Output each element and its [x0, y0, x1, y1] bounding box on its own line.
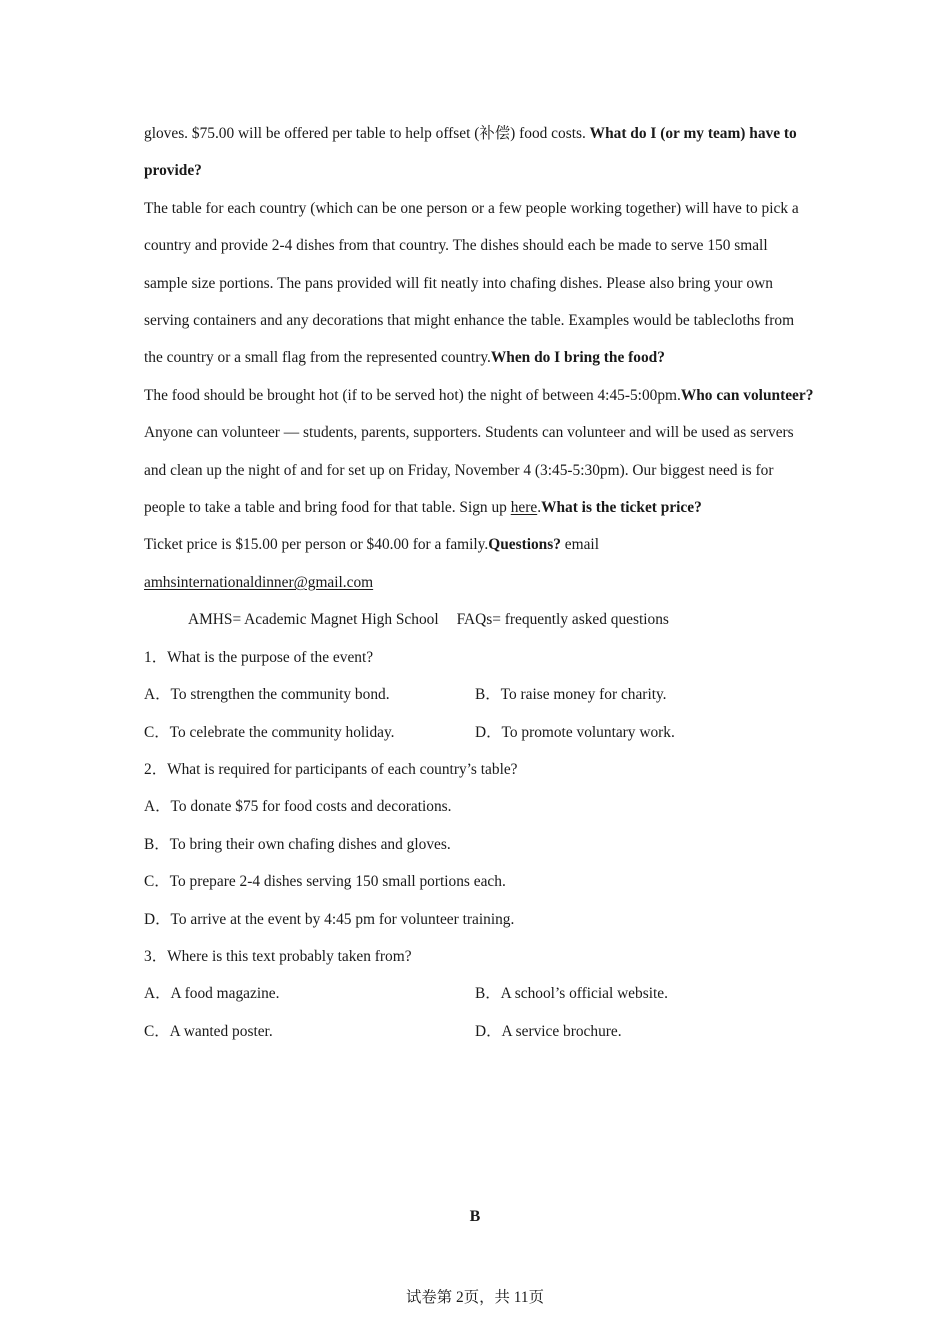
question-2-option-c[interactable]: C．To prepare 2-4 dishes serving 150 small portions each. [144, 873, 506, 891]
passage-paragraph-5 [144, 526, 814, 563]
question-3-option-a[interactable]: A．A food magazine. [144, 985, 280, 1003]
signup-link[interactable]: here [510, 499, 538, 517]
question-2-option-d[interactable]: D．To arrive at the event by 4:45 pm for volunteer training. [144, 910, 515, 928]
faq-heading-bring-food: When do I bring the food? [490, 349, 665, 367]
passage-text: . [537, 499, 542, 517]
question-2-option-a[interactable]: A．To donate $75 for food costs and decorations. [144, 798, 452, 816]
passage-text: Ticket price is $15.00 per person or $40.00 for a family. [144, 536, 489, 554]
question-1-stem: 1．What is the purpose of the event? [144, 648, 374, 666]
page-footer: 试卷第 2页，共 11页 [406, 1289, 544, 1306]
passage-paragraph-4 [144, 414, 814, 526]
passage-paragraph-1 [144, 115, 814, 190]
faq-heading-volunteer: Who can volunteer? [680, 386, 814, 404]
question-1-option-a[interactable]: A．To strengthen the community bond. [144, 686, 390, 704]
question-1-options-row-2 [144, 714, 814, 751]
abbr-faqs: FAQs= frequently asked questions [456, 611, 669, 629]
faq-heading-provide: What do I (or my team) have to provide? [144, 125, 797, 180]
passage-paragraph-3 [144, 377, 814, 414]
question-3-options-row-1 [144, 975, 814, 1012]
passage-paragraph-2 [144, 190, 814, 377]
question-3-stem: 3．Where is this text probably taken from? [144, 947, 412, 965]
question-1-option-b[interactable]: B．To raise money for charity. [475, 686, 667, 704]
question-1-option-d[interactable]: D．To promote voluntary work. [475, 723, 675, 741]
passage-text: The food should be brought hot (if to be served hot) the night of between 4:45-5:00pm. [144, 386, 681, 404]
faq-heading-questions: Questions? [488, 536, 561, 554]
question-1-options-row-1 [144, 676, 814, 713]
question-3-option-d[interactable]: D．A service brochure. [475, 1022, 622, 1040]
section-heading-b: B [469, 1208, 481, 1225]
email-line [144, 564, 814, 601]
question-2-stem: 2．What is required for participants of each country’s table? [144, 760, 518, 778]
passage-text: gloves. $75.00 will be offered per table to help offset (补偿) food costs. [144, 125, 590, 142]
page-content [144, 115, 814, 1050]
question-3-option-b[interactable]: B．A school’s official website. [475, 985, 668, 1003]
faq-heading-ticket: What is the ticket price? [541, 499, 702, 517]
question-3-options-row-2 [144, 1013, 814, 1050]
question-1-option-c[interactable]: C．To celebrate the community holiday. [144, 723, 395, 741]
passage-text: Anyone can volunteer — students, parents, supporters. Students can volunteer and will be used as servers and clean up the night of and for set up on Friday, November 4 (3:45-5:30pm). Our biggest need is for people to take a table and bring food for that table. Sign up [144, 424, 794, 517]
question-3-option-c[interactable]: C．A wanted poster. [144, 1022, 273, 1040]
email-link[interactable]: amhsinternationaldinner@gmail.com [144, 573, 374, 591]
question-2-option-b[interactable]: B．To bring their own chafing dishes and gloves. [144, 835, 451, 853]
abbreviation-notes [144, 601, 814, 638]
passage-text: The table for each country (which can be one person or a few people working together) will have to pick a country and provide 2-4 dishes from that country. The dishes should each be made to serve 150 small sample size portions. The pans provided will fit neatly into chafing dishes. Please also bring your own serving containers and any decorations that might enhance the table. Examples would be tablecloths from the country or a small flag from the represented country. [144, 199, 799, 367]
abbr-amhs: AMHS= Academic Magnet High School [188, 611, 439, 629]
passage-text: email [560, 536, 599, 554]
